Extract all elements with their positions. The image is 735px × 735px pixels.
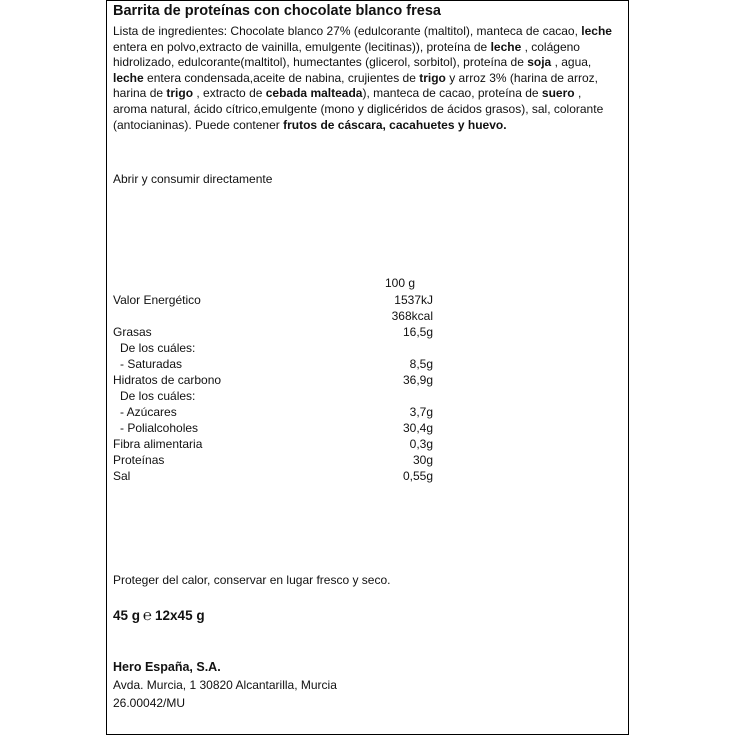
ingredient-text: , aroma natural, ácido cítrico,emulgente (mono y diglicéridos de ácidos grasos), sal, colorante (antocianinas). Puede contener [113, 86, 604, 132]
nutrition-row [113, 389, 433, 404]
net-weight-value: 45 g [113, 608, 141, 623]
allergen-highlight: suero [541, 86, 575, 101]
nutrition-value: 16,5g [402, 325, 433, 339]
nutrition-row [113, 469, 433, 484]
product-title: Barrita de proteínas con chocolate blanco fresa [113, 3, 441, 19]
nutrition-value: 0,55g [402, 469, 433, 483]
nutrition-label: Hidratos de carbono [113, 373, 222, 387]
ingredients-list [113, 24, 613, 133]
registry-code: 26.00042/MU [113, 696, 186, 710]
estimated-sign-icon: ℮ [143, 607, 153, 624]
nutrition-row [113, 421, 433, 436]
nutrition-label: De los cuáles: [120, 341, 196, 355]
nutrition-label: Fibra alimentaria [113, 437, 203, 451]
nutrition-value: 36,9g [402, 373, 433, 387]
allergen-highlight: leche [490, 39, 522, 54]
nutrition-label: De los cuáles: [120, 389, 196, 403]
nutrition-row [113, 437, 433, 452]
ingredient-text: , colágeno hidrolizado, edulcorante(maltitol), humectantes (glicerol, sorbitol), proteína de [113, 39, 580, 70]
nutrition-label: Proteínas [113, 453, 165, 467]
nutrition-label: Grasas [113, 325, 152, 339]
nutrition-row [113, 341, 433, 356]
allergen-highlight: trigo [419, 70, 446, 85]
allergen-highlight: leche [581, 24, 612, 38]
nutrition-row [113, 357, 433, 372]
pack-size: 12x45 g [155, 608, 205, 623]
allergen-highlight: trigo [166, 86, 194, 101]
nutrition-row [113, 453, 433, 468]
allergen-highlight: leche [113, 70, 144, 85]
nutrition-value: 30,4g [402, 421, 433, 435]
ingredient-text: entera condensada,aceite de nabina, crujientes de [143, 70, 420, 85]
nutrition-label: Valor Energético [113, 293, 201, 307]
allergen-highlight: frutos de cáscara, cacahuetes y huevo. [283, 117, 507, 132]
ingredient-text: y arroz 3% (harina de arroz, harina de [113, 70, 598, 101]
ingredient-text: ), manteca de cacao, proteína de [362, 86, 542, 101]
company-address: Avda. Murcia, 1 30820 Alcantarilla, Murcia [113, 678, 337, 692]
company-name: Hero España, S.A. [113, 660, 221, 674]
nutrition-label: - Polialcoholes [120, 421, 199, 435]
nutrition-label: Sal [113, 469, 131, 483]
nutrition-row [113, 293, 433, 308]
nutrition-value: 0,3g [409, 437, 433, 451]
nutrition-value: 1537kJ [394, 293, 433, 307]
nutrition-row [113, 325, 433, 340]
allergen-highlight: cebada malteada [265, 86, 363, 101]
nutrition-row [113, 309, 433, 324]
nutrition-value: 3,7g [409, 405, 433, 419]
nutrition-header: 100 g [385, 276, 416, 290]
ingredient-text: Lista de ingredientes: Chocolate blanco 27% (edulcorante (maltitol), manteca de cacao, [113, 24, 582, 38]
nutrition-value: 8,5g [409, 357, 433, 371]
ingredient-text: , extracto de [193, 86, 266, 101]
allergen-highlight: soja [527, 55, 552, 70]
ingredient-text: entera en polvo,extracto de vainilla, emulgente (lecitinas)), proteína de [113, 39, 491, 54]
nutrition-label: - Azúcares [120, 405, 177, 419]
nutrition-value: 30g [412, 453, 433, 467]
nutrition-value: 368kcal [391, 309, 433, 323]
nutrition-row [113, 373, 433, 388]
net-weight [113, 608, 205, 623]
usage-instructions: Abrir y consumir directamente [113, 172, 273, 186]
storage-instructions: Proteger del calor, conservar en lugar fresco y seco. [113, 573, 391, 587]
nutrition-label: - Saturadas [120, 357, 183, 371]
ingredient-text: , agua, [551, 55, 592, 70]
nutrition-row [113, 405, 433, 420]
